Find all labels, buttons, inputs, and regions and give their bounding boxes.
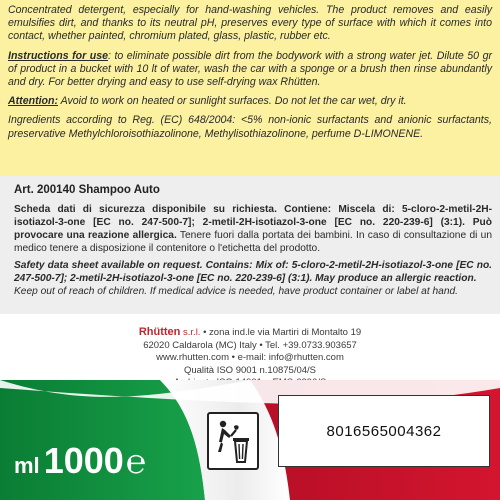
product-description-panel <box>0 0 500 176</box>
sds-italian <box>14 203 492 255</box>
iso-9001: Qualità ISO 9001 n.10875/04/S <box>183 364 317 376</box>
brand-srl: s.r.l. <box>180 327 201 338</box>
instructions-text: : to eliminate possible dirt from the bodywork with a strong water jet. Dilute 50 gr of product in a bucket with 10 lt of water, wash the car with a sponge or a brush then rinse abundantly and dry. For better drying and easy to use self-drying wax Rhütten. <box>8 49 492 89</box>
article-title: Art. 200140 Shampoo Auto <box>14 184 160 196</box>
disposal-symbol <box>207 412 259 470</box>
volume-amount: 1000 <box>43 440 124 481</box>
estimated-sign: ℮ <box>125 443 147 481</box>
sds-english-bold: Safety data sheet available on request. Contains: Mix of: 5-cloro-2-metil-2H-isotiazol-3-one [EC no. 247-500-7]; 2-metil-2H-isotiazol-3-one [EC no. 220-239-6] (3:1). May produce an allergic reaction. <box>14 260 492 284</box>
barcode-box <box>278 395 490 467</box>
safety-panel <box>0 176 500 314</box>
volume-unit: ml <box>14 453 40 478</box>
ingredients-text: Ingredients according to Reg. (EC) 648/2004: <5% non-ionic surfactants and anionic surfactants, preservative Methylchloroisothiazolinone, Methylisothiazolinone, perfume D-LIMONENE. <box>8 114 492 140</box>
address-line-1: • zona ind.le via Martiri di Montalto 19 <box>200 327 362 338</box>
brand-name: Rhütten <box>138 326 181 338</box>
intro-text: Concentrated detergent, especially for hand-washing vehicles. The product removes and easily emulsifies dirt, and thanks to its neutral pH, preserves every type of surface with which it comes into contact, whether painted, chromium plated, glass, plastic, rubber etc. <box>8 4 492 43</box>
sds-english <box>14 259 492 298</box>
barcode-number: 8016565004362 <box>326 422 442 440</box>
tidyman-bin-icon <box>209 414 257 468</box>
instructions-paragraph <box>8 50 492 90</box>
sds-italian-bold: Scheda dati di sicurezza disponibile su richiesta. Contiene: Miscela di: 5-cloro-2-metil-2H-isotiazol-3-one [EC no. 247-500-7]; 2-metil-2H-isotiazol-3-one [EC no. 220-239-6] (3:1). Può provocare una reazione allergica. <box>14 204 492 241</box>
sds-english-normal: Keep out of reach of children. If medical advice is needed, have product container or label at hand. <box>14 286 459 297</box>
web-email: www.rhutten.com • e-mail: info@rhutten.com <box>156 352 344 363</box>
company-line-1 <box>0 326 500 340</box>
attention-title: Attention: <box>8 95 59 108</box>
instructions-title: Instructions for use <box>8 49 108 62</box>
sds-italian-normal: Tenere fuori dalla portata dei bambini. In caso di consultazione di un medico tenere a disposizione il contenitore o l'etichetta del prodotto. <box>14 230 492 254</box>
address-line-2: 62020 Caldarola (MC) Italy • Tel. +39.0733.903657 <box>143 339 357 351</box>
attention-text: Avoid to work on heated or sunlight surfaces. Do not let the car wet, dry it. <box>58 95 407 108</box>
attention-paragraph <box>8 95 492 108</box>
volume-label <box>14 440 146 482</box>
